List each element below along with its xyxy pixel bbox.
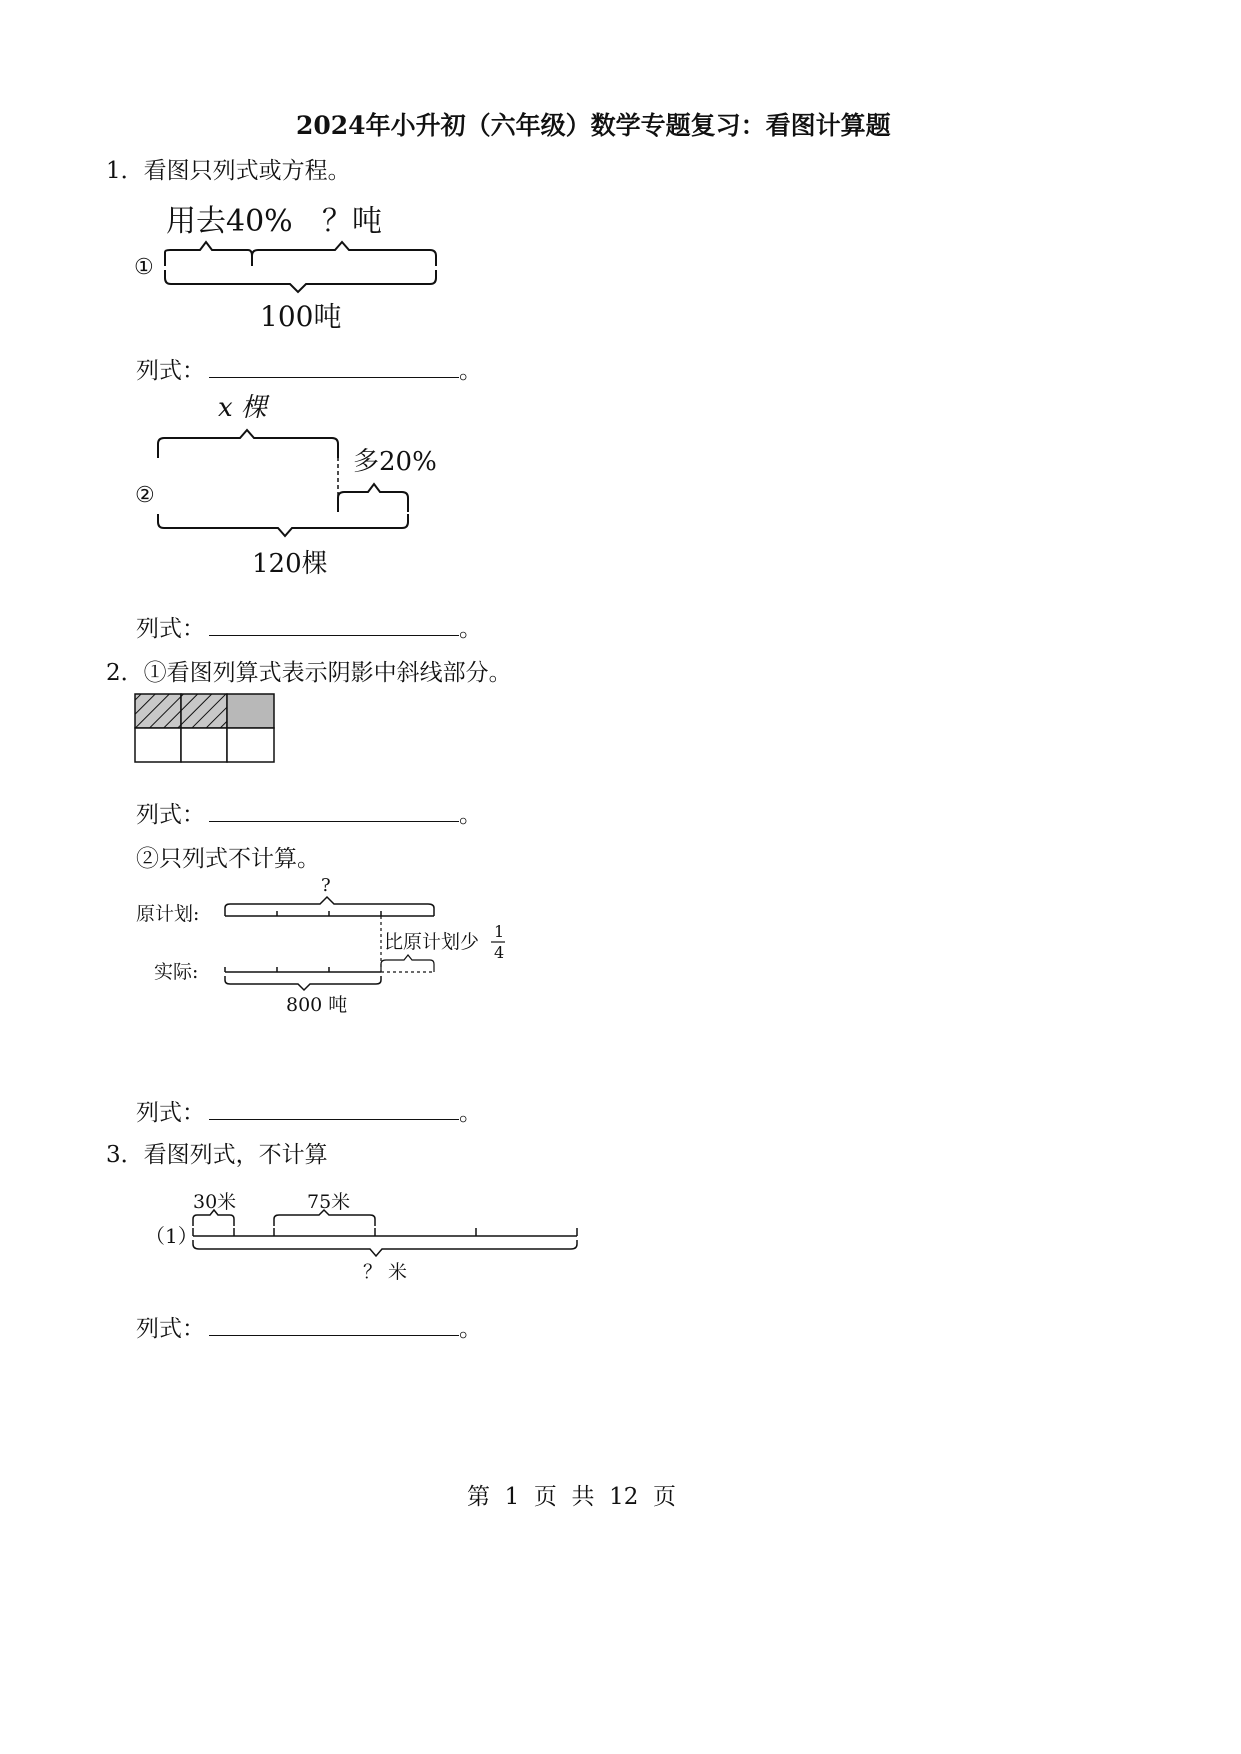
q2-stem: 2．①看图列算式表示阴影中斜线部分。 (106, 660, 512, 686)
diagram-label: ？ 米 (363, 1261, 408, 1283)
fraction-numerator: 1 (494, 922, 505, 941)
q3-stem: 3．看图列式，不计算 (106, 1142, 328, 1168)
diagram-label: 多20% (353, 447, 437, 477)
diagram-marker: （1） (145, 1224, 198, 1248)
diagram-label: x 棵 (218, 393, 267, 423)
answer-blank[interactable] (209, 1313, 459, 1336)
diagram-label: 100吨 (260, 300, 342, 333)
answer-end: 。 (459, 1100, 482, 1126)
diagram-label: 75米 (307, 1191, 351, 1213)
answer-end: 。 (459, 616, 482, 642)
fraction-denominator: 4 (494, 943, 505, 962)
page-title: 2024年小升初（六年级）数学专题复习：看图计算题 (296, 111, 891, 140)
answer-label: 列式： (136, 616, 205, 642)
diagram-marker: ① (134, 255, 154, 280)
answer-end: 。 (459, 802, 482, 828)
answer-label: 列式： (136, 802, 205, 828)
diagram-label: 120棵 (252, 549, 328, 579)
diagram-marker: ② (135, 483, 155, 508)
q2-part2: ②只列式不计算。 (136, 846, 320, 872)
diagram-label: 800 吨 (286, 994, 348, 1016)
answer-end: 。 (459, 358, 482, 384)
diagram-label: ? (321, 875, 331, 896)
diagram-label: 比原计划少 (384, 931, 480, 953)
answer-label: 列式： (136, 1316, 205, 1342)
answer-end: 。 (459, 1316, 482, 1342)
diagram-label: 30米 (193, 1191, 237, 1213)
q1-stem: 1．看图只列式或方程。 (106, 158, 351, 184)
diagram-label: ？吨 (322, 204, 382, 239)
page-footer: 第 1 页 共 12 页 (467, 1484, 677, 1510)
brace-total (193, 1240, 577, 1256)
answer-label: 列式： (136, 358, 205, 384)
diagram-label: 原计划: (136, 903, 200, 925)
diagram-label: 用去40% (166, 204, 293, 239)
answer-line-q3 (136, 1310, 482, 1343)
diagram-label: 实际: (154, 961, 199, 983)
answer-label: 列式： (136, 1100, 205, 1126)
